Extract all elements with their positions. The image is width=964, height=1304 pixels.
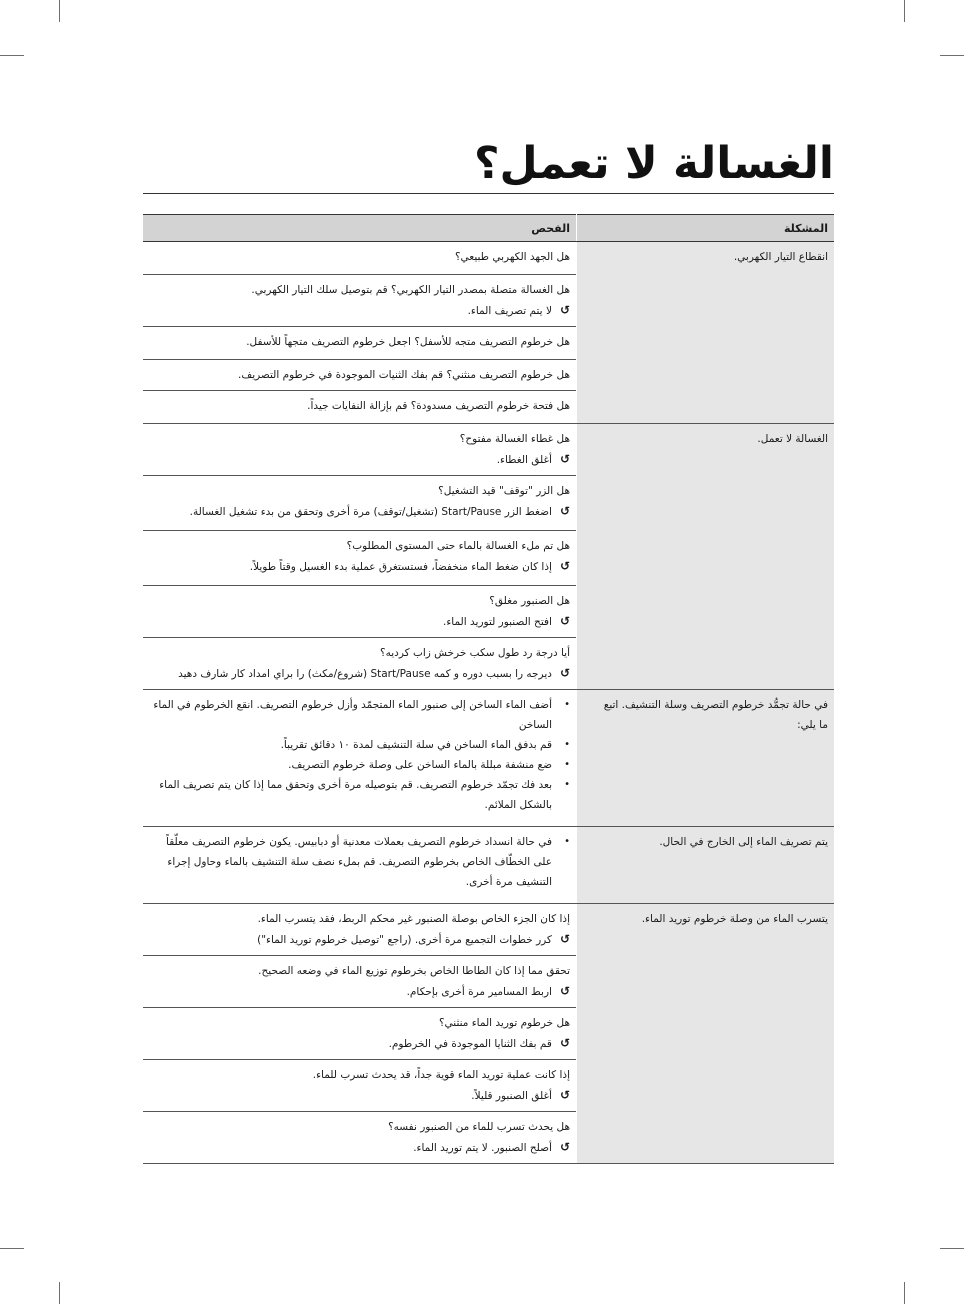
crop-mark [940, 1248, 964, 1249]
check-cell [143, 242, 577, 275]
bullet-icon: • [564, 739, 570, 750]
table-row [143, 690, 834, 827]
answer-text: أغلق الغطاء. [496, 454, 552, 466]
check-answer [153, 611, 570, 632]
list-item [153, 695, 570, 735]
bullet-icon: • [564, 759, 570, 770]
table-row [143, 904, 834, 956]
bullet-icon: • [564, 779, 570, 790]
problem-cell [577, 242, 835, 424]
bullet-icon: • [564, 699, 570, 710]
check-cell [143, 1060, 577, 1112]
title-divider [143, 193, 834, 194]
bullet-text: أضف الماء الساخن إلى صنبور الماء المتجمّد وأزل خرطوم التصريف. انقع الخرطوم في الماء الساخن [153, 699, 552, 731]
check-question: هل خرطوم التصريف متجه للأسفل؟ اجعل خرطوم التصريف متجهاً للأسفل. [246, 336, 570, 348]
arrow-icon: ↺ [559, 614, 570, 628]
check-answer [153, 1137, 570, 1158]
check-answer [153, 1033, 570, 1054]
header-check: الفحص [143, 215, 577, 242]
check-question: هل خرطوم توريد الماء منثني؟ [438, 1017, 570, 1029]
arrow-icon: ↺ [559, 1036, 570, 1050]
problem-text: يتسرب الماء من وصلة خرطوم توريد الماء. [641, 913, 828, 925]
check-cell [143, 424, 577, 476]
check-answer [153, 929, 570, 950]
check-cell [143, 275, 577, 327]
bullet-text: بعد فك تجمّد خرطوم التصريف. قم بتوصيله مرة أخرى وتحقق مما إذا كان يتم تصريف الماء بالشكل الملائم. [159, 779, 552, 811]
crop-mark [0, 55, 24, 56]
check-question: تحقق مما إذا كان الطاطا الخاص بخرطوم توزيع الماء في وضعه الصحيح. [258, 965, 570, 977]
check-answer [153, 556, 570, 577]
arrow-icon: ↺ [559, 452, 570, 466]
crop-mark [940, 55, 964, 56]
answer-text: افتح الصنبور لتوريد الماء. [443, 616, 552, 628]
check-question: إذا كانت عملية توريد الماء قوية جداً، قد يحدث تسرب للماء. [312, 1069, 570, 1081]
problem-text: في حالة تجمُّد خرطوم التصريف وسلة التنشيف. اتبع ما يلي: [603, 699, 828, 731]
table-header-row [143, 215, 834, 242]
check-question: هل تم ملء الغسالة بالماء حتى المستوى المطلوب؟ [346, 540, 570, 552]
check-cell [143, 1008, 577, 1060]
answer-text: اضغط الزر Start/Pause (تشغيل/توقف) مرة أخرى وتحقق من بدء تشغيل الغسالة. [189, 506, 552, 518]
bullet-text: ضع منشفة مبللة بالماء الساخن على وصلة خرطوم التصريف. [288, 759, 552, 771]
problem-text: الغسالة لا تعمل. [757, 433, 828, 445]
bullet-icon: • [564, 836, 570, 847]
check-answer [153, 300, 570, 321]
check-question: هل الغسالة متصلة بمصدر التيار الكهربي؟ قم بتوصيل سلك التيار الكهربي. [251, 284, 570, 296]
arrow-icon: ↺ [559, 504, 570, 518]
check-cell [143, 690, 577, 827]
check-cell [143, 327, 577, 360]
troubleshooting-table [143, 214, 834, 1164]
problem-cell [577, 690, 835, 827]
crop-mark [0, 1248, 24, 1249]
arrow-icon: ↺ [559, 984, 570, 998]
check-question: هل فتحة خرطوم التصريف مسدودة؟ قم بإزالة النفايات جيداً. [307, 400, 570, 412]
answer-text: ديرجه را بسبب دوره و كمه Start/Pause (شروع/مكث) را براي امداد كار شارف دهيد [178, 668, 552, 680]
check-cell [143, 391, 577, 424]
answer-text: كرر خطوات التجميع مرة أخرى. (راجع "توصيل خرطوم توريد الماء") [257, 934, 552, 946]
page-title: الغسالة لا تعمل؟ [474, 138, 834, 189]
check-question: هل غطاء الغسالة مفتوح؟ [459, 433, 570, 445]
check-cell [143, 638, 577, 690]
problem-cell [577, 424, 835, 690]
check-answer [153, 501, 570, 522]
troubleshooting-table-wrapper [143, 214, 834, 1164]
arrow-icon: ↺ [559, 666, 570, 680]
check-question: هل خرطوم التصريف منثني؟ قم بفك الثنيات الموجودة في خرطوم التصريف. [237, 369, 570, 381]
problem-text: انقطاع التيار الكهربي. [733, 251, 828, 263]
crop-mark [904, 0, 905, 22]
list-item [153, 832, 570, 892]
arrow-icon: ↺ [559, 932, 570, 946]
crop-mark [59, 1282, 60, 1304]
table-row [143, 827, 834, 904]
problem-text: يتم تصريف الماء إلى الخارج في الحال. [659, 836, 828, 848]
check-answer [153, 1085, 570, 1106]
answer-text: أصلح الصنبور. لا يتم توريد الماء. [413, 1142, 552, 1154]
bullet-list [153, 695, 570, 815]
answer-text: قم بفك الثنايا الموجودة في الخرطوم. [388, 1038, 552, 1050]
check-question: هل يحدث تسرب للماء من الصنبور نفسه؟ [388, 1121, 570, 1133]
problem-cell [577, 827, 835, 904]
check-cell [143, 827, 577, 904]
answer-text: لا يتم تصريف الماء. [467, 305, 552, 317]
answer-text: اربط المسامير مرة أخرى بإحكام. [406, 986, 552, 998]
check-cell [143, 586, 577, 638]
check-answer [153, 663, 570, 684]
check-cell [143, 360, 577, 391]
answer-text: إذا كان ضغط الماء منخفضاً، فستستغرق عملية بدء الغسيل وقتاً طويلاً. [249, 561, 552, 573]
check-cell [143, 1112, 577, 1164]
bullet-list [153, 832, 570, 892]
bullet-text: في حالة انسداد خرطوم التصريف بعملات معدنية أو دبابيس. يكون خرطوم التصريف معلّقاً على الخطّاف الخاص بخرطوم التصريف. قم بملء نصف سلة التنشيف بالماء وحاول إجراء التنشيف مرة أخرى. [166, 836, 552, 888]
header-problem: المشكلة [577, 215, 835, 242]
crop-mark [904, 1282, 905, 1304]
list-item [153, 775, 570, 815]
check-answer [153, 449, 570, 470]
arrow-icon: ↺ [559, 303, 570, 317]
arrow-icon: ↺ [559, 1088, 570, 1102]
check-cell [143, 531, 577, 586]
check-question: هل الجهد الكهربي طبيعي؟ [454, 251, 570, 263]
bullet-text: قم بدفق الماء الساخن في سلة التنشيف لمدة ١٠ دقائق تقريباً. [280, 739, 552, 751]
check-cell [143, 956, 577, 1008]
arrow-icon: ↺ [559, 559, 570, 573]
check-question: أيا درجة رد طول سكب خرخش زاب كرديه؟ [380, 647, 570, 659]
check-question: إذا كان الجزء الخاص بوصلة الصنبور غير محكم الربط، فقد يتسرب الماء. [257, 913, 570, 925]
list-item [153, 735, 570, 755]
table-row [143, 424, 834, 476]
check-question: هل الصنبور مغلق؟ [489, 595, 570, 607]
problem-cell [577, 904, 835, 1164]
check-answer [153, 981, 570, 1002]
crop-mark [59, 0, 60, 22]
check-question: هل الزر "توقف" قيد التشغيل؟ [438, 485, 570, 497]
check-cell [143, 904, 577, 956]
arrow-icon: ↺ [559, 1140, 570, 1154]
answer-text: أغلق الصنبور قليلاً. [471, 1090, 552, 1102]
list-item [153, 755, 570, 775]
check-cell [143, 476, 577, 531]
table-row [143, 242, 834, 275]
